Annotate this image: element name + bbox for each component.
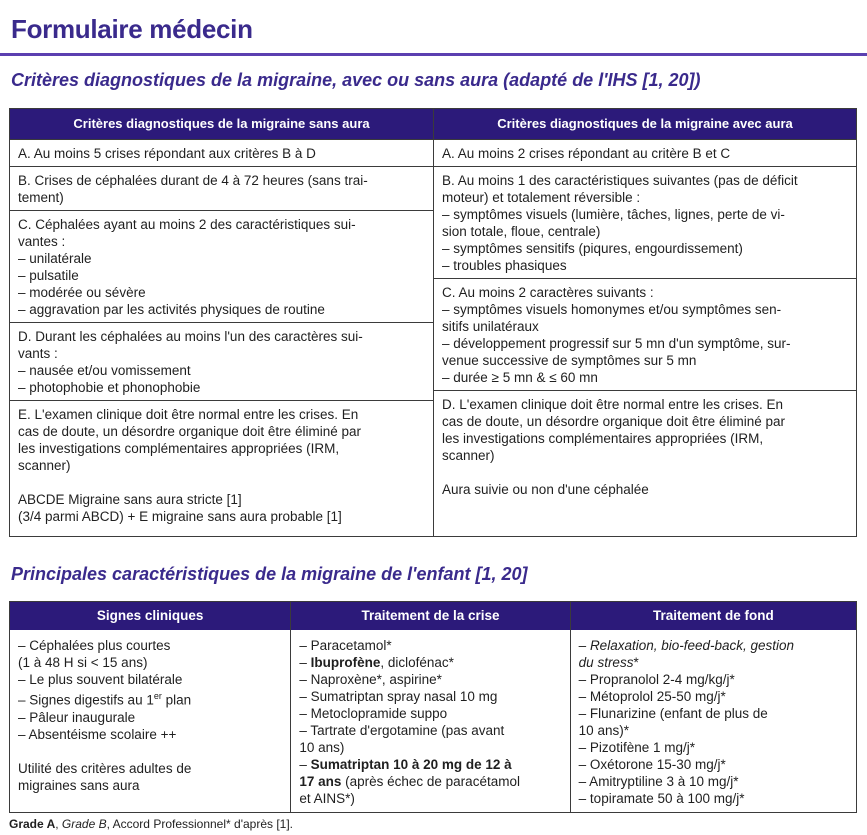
text-run: scanner) bbox=[18, 458, 71, 473]
text-line bbox=[18, 654, 282, 671]
text-line bbox=[18, 145, 425, 162]
text-line bbox=[18, 189, 425, 206]
text-line bbox=[579, 773, 848, 790]
text-line bbox=[579, 705, 848, 722]
text-line bbox=[442, 206, 848, 223]
text-line bbox=[579, 671, 848, 688]
text-run: – Naproxène*, aspirine* bbox=[299, 672, 442, 687]
text-line bbox=[18, 284, 425, 301]
text-run: sion totale, floue, centrale) bbox=[442, 224, 601, 239]
child-column-background-treatment bbox=[570, 602, 856, 812]
text-run: – Oxétorone 15-30 mg/j* bbox=[578, 757, 726, 772]
text-line bbox=[18, 406, 425, 423]
text-line bbox=[299, 739, 561, 756]
text-line bbox=[442, 189, 848, 206]
child-header-signs: Signes cliniques bbox=[10, 602, 290, 630]
text-line bbox=[18, 671, 282, 688]
text-run: – durée ≥ 5 mn & ≤ 60 mn bbox=[442, 370, 598, 385]
text-line bbox=[299, 654, 561, 671]
text-run: er bbox=[153, 691, 162, 701]
italic-text: du stress bbox=[578, 655, 634, 670]
text-run: – topiramate 50 à 100 mg/j* bbox=[578, 791, 745, 806]
text-line bbox=[442, 284, 848, 301]
criteria-table bbox=[9, 108, 857, 537]
text-run: les investigations complémentaires appropriées (IRM, bbox=[442, 431, 764, 446]
child-body-signs bbox=[10, 630, 290, 812]
bold-text: Grade A bbox=[9, 817, 56, 831]
italic-text: Grade B bbox=[61, 817, 107, 831]
text-line bbox=[442, 223, 848, 240]
text-run: venue successive de symptômes sur 5 mn bbox=[442, 353, 697, 368]
text-run: – Céphalées plus courtes bbox=[18, 638, 171, 653]
criteria-cell bbox=[434, 166, 856, 278]
text-line bbox=[442, 481, 848, 498]
criteria-cell bbox=[10, 322, 433, 400]
text-line bbox=[442, 335, 848, 352]
text-run: – bbox=[578, 638, 590, 653]
text-line bbox=[579, 722, 848, 739]
bold-text: Sumatriptan 10 à 20 mg de 12 à bbox=[310, 757, 512, 772]
text-line bbox=[299, 671, 561, 688]
text-run: – Absentéisme scolaire ++ bbox=[18, 726, 177, 742]
text-run: – Métoprolol 25-50 mg/j* bbox=[578, 689, 726, 704]
text-run: – Propranolol 2-4 mg/kg/j* bbox=[578, 672, 735, 687]
text-run: 10 ans)* bbox=[578, 723, 629, 738]
text-line bbox=[442, 257, 848, 274]
text-run: migraines sans aura bbox=[18, 777, 140, 793]
text-run: moteur) et totalement réversible : bbox=[442, 190, 641, 205]
text-run: plan bbox=[161, 692, 192, 708]
text-run: – unilatérale bbox=[18, 251, 92, 266]
text-run: cas de doute, un désordre organique doit être éliminé par bbox=[18, 424, 361, 439]
text-line bbox=[18, 709, 282, 726]
text-line bbox=[579, 756, 848, 773]
text-run: D. L'examen clinique doit être normal entre les crises. En bbox=[442, 397, 783, 412]
text-line bbox=[299, 705, 561, 722]
text-line bbox=[18, 267, 425, 284]
page-title: Formulaire médecin bbox=[11, 14, 253, 44]
text-run: – Signes digestifs au 1 bbox=[18, 692, 154, 708]
child-column-signs bbox=[10, 602, 290, 812]
text-line bbox=[299, 688, 561, 705]
text-run: – bbox=[299, 655, 311, 670]
text-line bbox=[18, 172, 425, 189]
text-line bbox=[18, 637, 282, 654]
text-line bbox=[442, 172, 848, 189]
text-line bbox=[299, 790, 561, 807]
text-line bbox=[579, 739, 848, 756]
text-run: – bbox=[299, 757, 311, 772]
text-line bbox=[579, 654, 848, 671]
text-run: – aggravation par les activités physiques de routine bbox=[18, 302, 325, 317]
text-line bbox=[18, 457, 425, 474]
bold-text: 17 ans bbox=[299, 774, 342, 789]
text-line bbox=[18, 345, 425, 362]
child-column-crisis-treatment bbox=[290, 602, 569, 812]
text-line bbox=[579, 790, 848, 807]
text-line bbox=[442, 301, 848, 318]
text-run: – pulsatile bbox=[18, 268, 79, 283]
text-run: – Tartrate d'ergotamine (pas avant bbox=[299, 723, 505, 738]
text-line bbox=[18, 726, 282, 743]
text-run: – développement progressif sur 5 mn d'un symptôme, sur- bbox=[442, 336, 791, 351]
criteria-header-with-aura: Critères diagnostiques de la migraine avec aura bbox=[434, 109, 856, 139]
text-run: tement) bbox=[18, 190, 64, 205]
text-line bbox=[579, 688, 848, 705]
text-run: – troubles phasiques bbox=[442, 258, 567, 273]
text-line bbox=[18, 760, 282, 777]
text-run: A. Au moins 2 crises répondant au critère B et C bbox=[442, 146, 731, 161]
text-run: – Pâleur inaugurale bbox=[18, 709, 136, 725]
text-line bbox=[18, 216, 425, 233]
text-run: – symptômes visuels (lumière, tâches, lignes, perte de vi- bbox=[442, 207, 785, 222]
text-run: – Sumatriptan spray nasal 10 mg bbox=[299, 689, 498, 704]
text-run: et AINS*) bbox=[299, 791, 355, 806]
text-run: A. Au moins 5 crises répondant aux critères B à D bbox=[18, 146, 316, 161]
text-run: ABCDE Migraine sans aura stricte [1] bbox=[18, 492, 242, 507]
text-line bbox=[18, 233, 425, 250]
text-run: – Metoclopramide suppo bbox=[299, 706, 448, 721]
text-run: Utilité des critères adultes de bbox=[18, 760, 192, 776]
text-run: vantes : bbox=[18, 234, 66, 249]
text-run: , bbox=[55, 817, 62, 831]
section-title-criteria: Critères diagnostiques de la migraine, avec ou sans aura (adapté de l'IHS [1, 20]) bbox=[11, 70, 701, 90]
text-run: (3/4 parmi ABCD) + E migraine sans aura probable [1] bbox=[18, 509, 342, 524]
text-run: – Amitryptiline 3 à 10 mg/j* bbox=[578, 774, 739, 789]
text-line bbox=[18, 688, 282, 709]
text-run: D. Durant les céphalées au moins l'un des caractères sui- bbox=[18, 329, 363, 344]
text-run: vants : bbox=[18, 346, 58, 361]
text-run: – photophobie et phonophobie bbox=[18, 380, 201, 395]
criteria-cell bbox=[434, 278, 856, 390]
criteria-cell bbox=[10, 139, 433, 166]
text-run: scanner) bbox=[442, 448, 495, 463]
text-line bbox=[442, 413, 848, 430]
text-line bbox=[299, 756, 561, 773]
criteria-cell bbox=[434, 139, 856, 166]
criteria-header-without-aura: Critères diagnostiques de la migraine sans aura bbox=[10, 109, 433, 139]
criteria-cell bbox=[434, 390, 856, 536]
text-run: – Paracetamol* bbox=[299, 638, 392, 653]
text-line bbox=[18, 440, 425, 457]
text-line bbox=[18, 301, 425, 318]
text-run: – nausée et/ou vomissement bbox=[18, 363, 191, 378]
text-line bbox=[442, 352, 848, 369]
text-run: C. Céphalées ayant au moins 2 des caractéristiques sui- bbox=[18, 217, 356, 232]
text-run: sitifs unilatéraux bbox=[442, 319, 539, 334]
section-title-child: Principales caractéristiques de la migraine de l'enfant [1, 20] bbox=[11, 564, 528, 584]
text-line bbox=[442, 240, 848, 257]
title-rule bbox=[0, 53, 867, 56]
text-run: – symptômes visuels homonymes et/ou symptômes sen- bbox=[442, 302, 782, 317]
criteria-cell bbox=[10, 210, 433, 322]
child-header-crisis-treatment: Traitement de la crise bbox=[291, 602, 569, 630]
text-run: – modérée ou sévère bbox=[18, 285, 146, 300]
text-line bbox=[18, 423, 425, 440]
text-run: (1 à 48 H si < 15 ans) bbox=[18, 655, 148, 670]
text-line bbox=[299, 773, 561, 790]
text-run: Aura suivie ou non d'une céphalée bbox=[442, 482, 649, 497]
text-run: les investigations complémentaires appropriées (IRM, bbox=[18, 441, 340, 456]
text-line bbox=[18, 250, 425, 267]
text-line bbox=[442, 396, 848, 413]
text-run: – symptômes sensitifs (piqures, engourdissement) bbox=[442, 241, 743, 256]
child-body-crisis-treatment bbox=[291, 630, 569, 812]
text-run: B. Crises de céphalées durant de 4 à 72 heures (sans trai- bbox=[18, 173, 368, 188]
footnote bbox=[9, 817, 293, 831]
text-line bbox=[579, 637, 848, 654]
text-run: – Flunarizine (enfant de plus de bbox=[578, 706, 768, 721]
text-line bbox=[18, 777, 282, 794]
text-run: cas de doute, un désordre organique doit être éliminé par bbox=[442, 414, 785, 429]
text-line bbox=[442, 318, 848, 335]
spacer bbox=[18, 474, 425, 491]
text-line bbox=[442, 430, 848, 447]
text-run: (après échec de paracétamol bbox=[341, 774, 520, 789]
text-run: E. L'examen clinique doit être normal entre les crises. En bbox=[18, 407, 359, 422]
text-run: , diclofénac* bbox=[380, 655, 454, 670]
text-line bbox=[18, 362, 425, 379]
text-run: B. Au moins 1 des caractéristiques suivantes (pas de déficit bbox=[442, 173, 798, 188]
text-run: C. Au moins 2 caractères suivants : bbox=[442, 285, 654, 300]
text-line bbox=[299, 722, 561, 739]
text-line bbox=[299, 637, 561, 654]
text-line bbox=[442, 447, 848, 464]
criteria-cell bbox=[10, 400, 433, 536]
text-line bbox=[18, 508, 425, 525]
text-line bbox=[18, 328, 425, 345]
criteria-column-with-aura bbox=[433, 109, 856, 536]
child-body-background-treatment bbox=[571, 630, 856, 812]
italic-text: Relaxation, bio-feed-back, gestion bbox=[589, 638, 795, 653]
text-line bbox=[18, 379, 425, 396]
text-run: * bbox=[633, 655, 639, 670]
spacer bbox=[18, 743, 282, 760]
text-line bbox=[442, 145, 848, 162]
text-run: – Pizotifène 1 mg/j* bbox=[578, 740, 695, 755]
criteria-cell bbox=[10, 166, 433, 210]
text-run: – Le plus souvent bilatérale bbox=[18, 672, 183, 687]
child-table bbox=[9, 601, 857, 813]
spacer bbox=[442, 464, 848, 481]
criteria-column-without-aura bbox=[10, 109, 433, 536]
text-run: 10 ans) bbox=[299, 740, 345, 755]
bold-text: Ibuprofène bbox=[310, 655, 381, 670]
child-header-background-treatment: Traitement de fond bbox=[571, 602, 856, 630]
text-line bbox=[442, 369, 848, 386]
text-line bbox=[18, 491, 425, 508]
text-run: , Accord Professionnel* d'après [1]. bbox=[106, 817, 294, 831]
